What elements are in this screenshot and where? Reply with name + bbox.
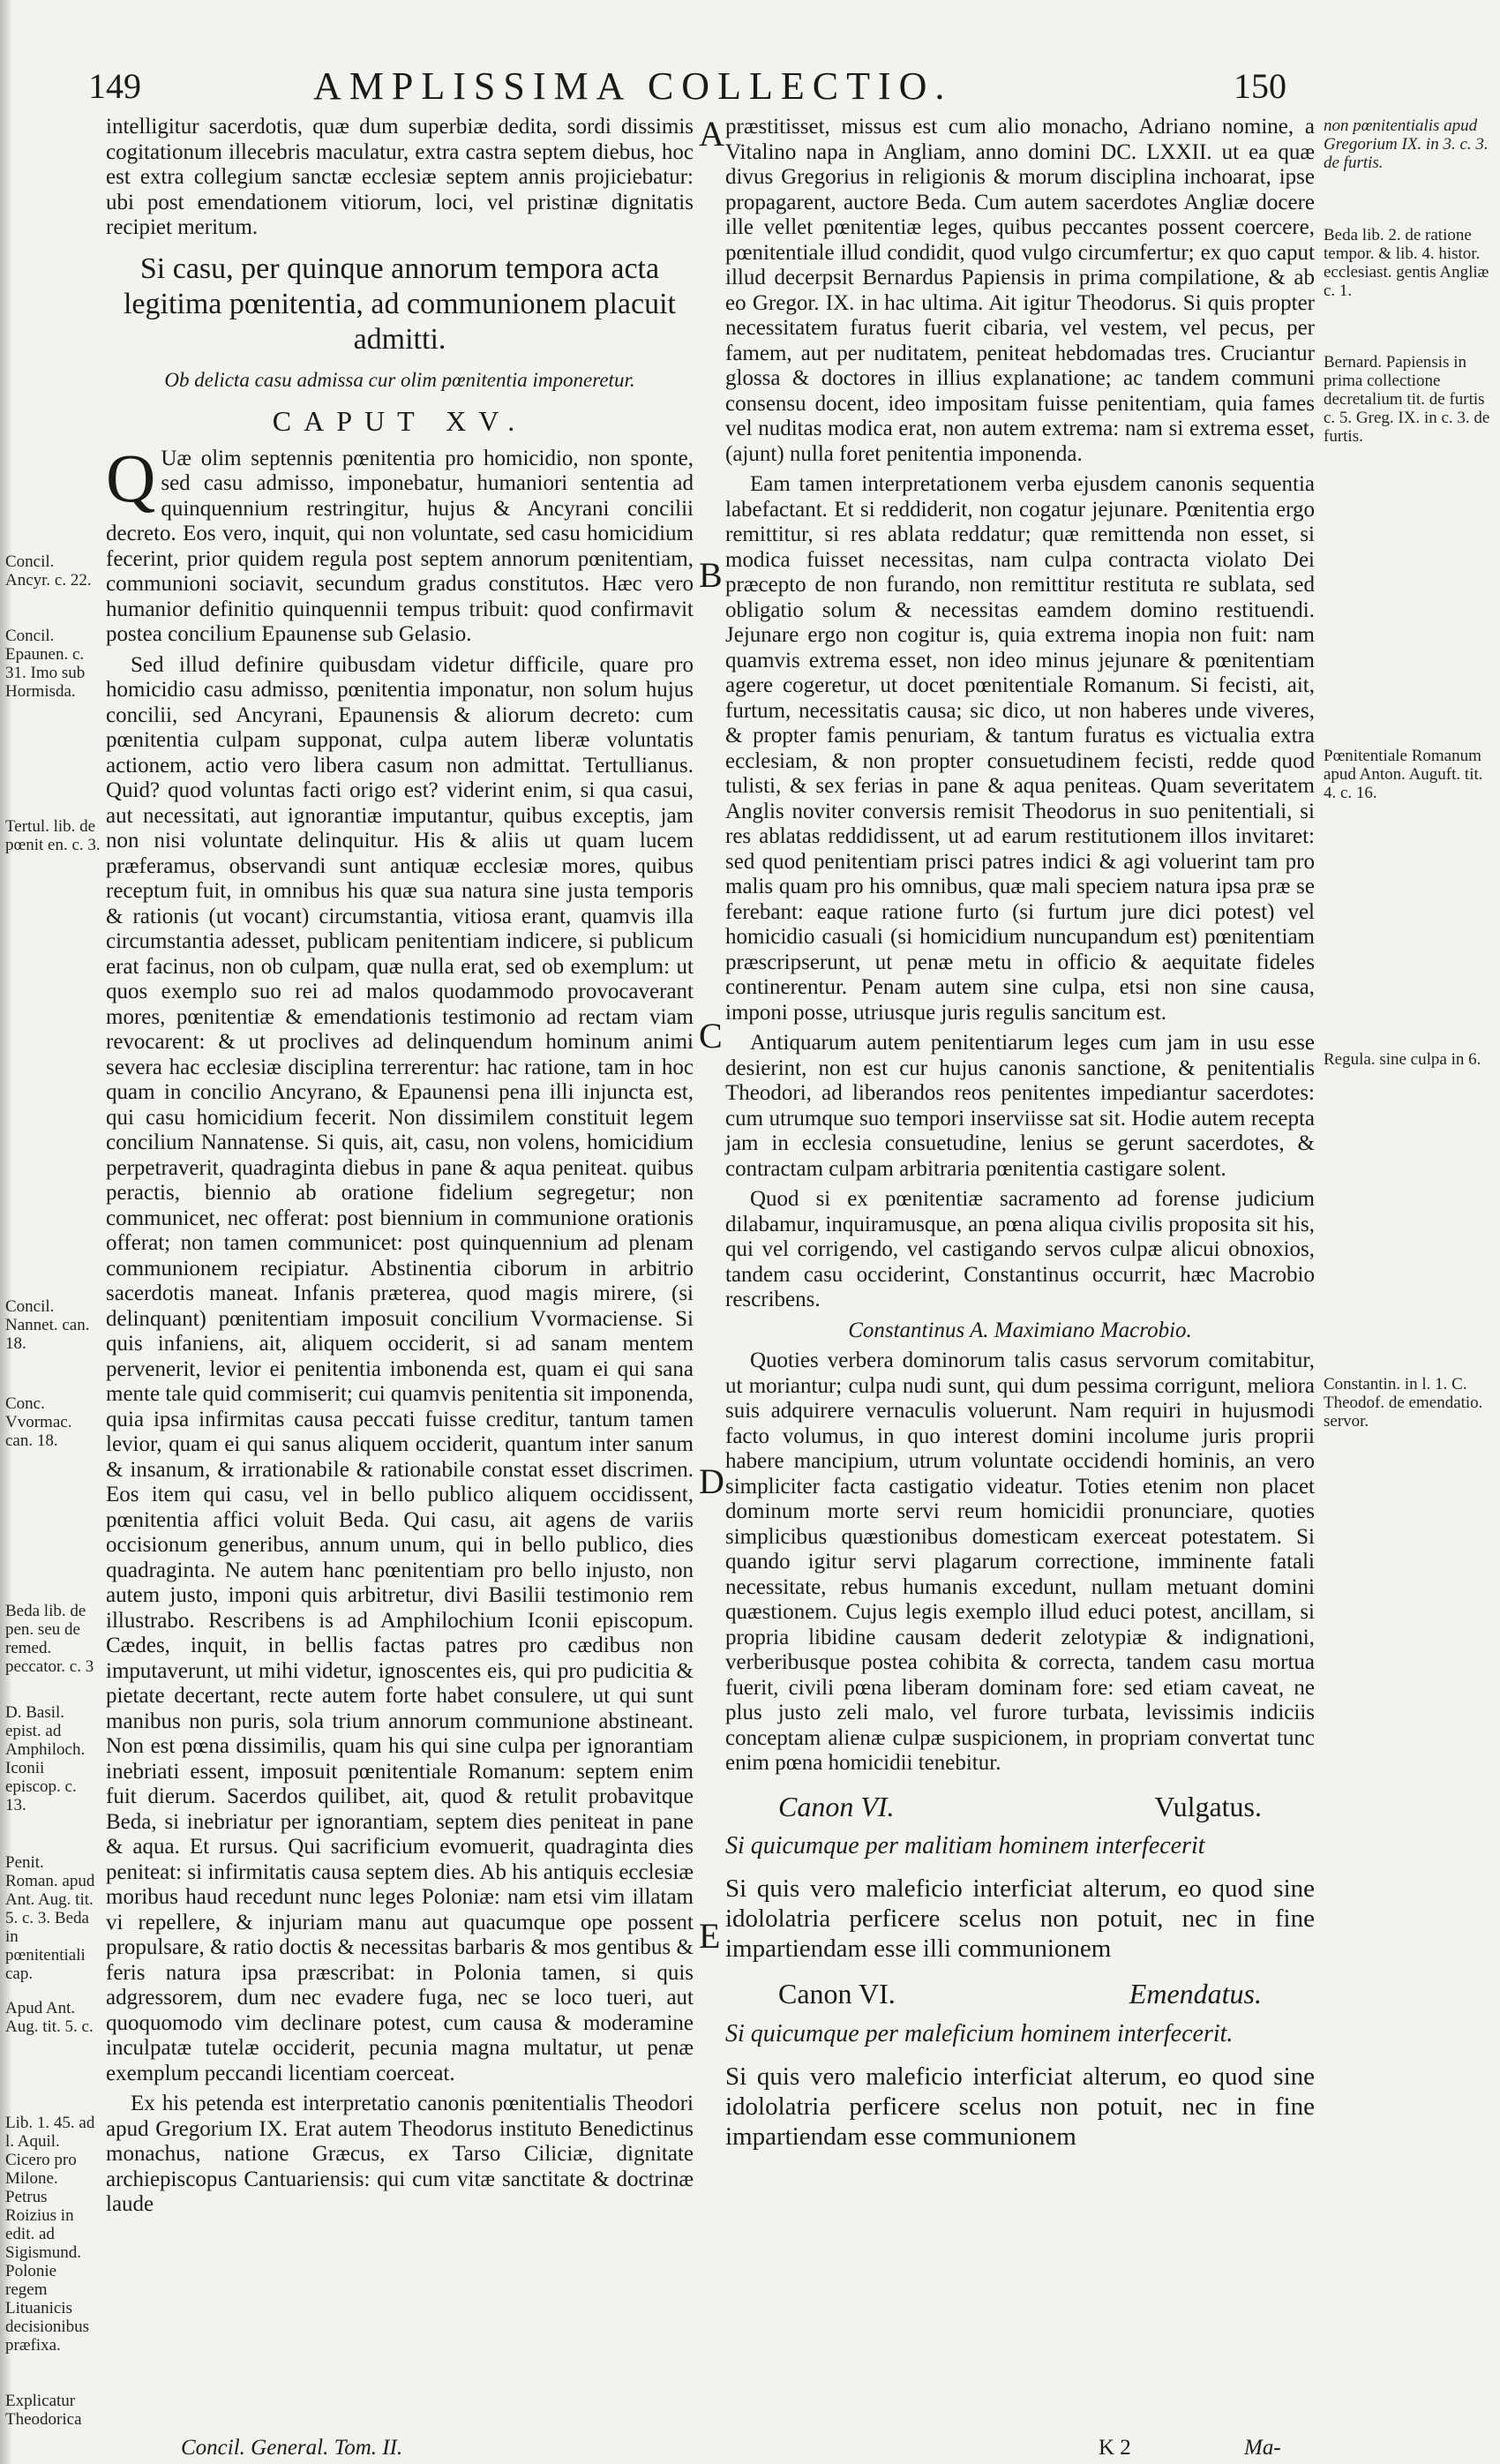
canon-text: Si quis vero maleficio interficiat alterum, eo quod sine idololatria perficere scelus non potuit, nec in fine impartiendam esse illi communionem — [725, 1874, 1315, 1963]
margin-note-right: non pœnitentialis apud Gregorium IX. in 3. c. 3. de furtis. — [1324, 116, 1489, 172]
canon-header — [778, 1978, 1262, 2010]
canon-text: Si quis vero maleficio interficiat alterum, eo quod sine idololatria perficere scelus non potuit, nec in fine impartiendam esse communionem — [725, 2062, 1315, 2151]
section-letter: B — [699, 555, 723, 595]
section-letter: A — [699, 114, 724, 154]
margin-note-left: Beda lib. de pen. seu de remed. peccator. c. 3 — [5, 1602, 94, 1676]
intro-paragraph: intelligitur sacerdotis, quæ dum superbiæ dedita, sordi dissimis cogitationum illecebris maculatur, extra castra septem diebus, hoc est extra collegium sanctæ ecclesiæ septem annis projiciebatur: ubi post emendationem vitiorum, loci, vel pristinæ dignitatis recipiet meritum. — [106, 115, 694, 239]
canon-title: Si quicumque per maleficium hominem interfecerit. — [725, 2019, 1234, 2047]
margin-note-left: Concil. Nannet. can. 18. — [5, 1297, 90, 1353]
margin-note-left: Conc. Vvormac. can. 18. — [5, 1394, 72, 1450]
rescript-address: Constantinus A. Maximiano Macrobio. — [848, 1318, 1192, 1342]
scan-edge-shadow — [0, 0, 12, 2464]
margin-note-right: Constantin. in l. 1. C. Theodof. de emendatio. servor. — [1324, 1375, 1483, 1431]
right-page-number: 150 — [1234, 66, 1286, 106]
canon-label: Canon VI. — [778, 1790, 895, 1822]
margin-note-left: Tertul. lib. de pœnit en. c. 3. — [5, 817, 101, 854]
canon-title: Si quicumque per malitiam hominem interfecerit — [725, 1832, 1205, 1859]
drop-cap: Q — [106, 439, 156, 516]
margin-note-left: Lib. 1. 45. ad l. Aquil. Cicero pro Milone. Petrus Roizius in edit. ad Sigismund. Polonie regem Lituanicis decisionibus præfixa. — [5, 2114, 95, 2355]
margin-note-left: Concil. Epaunen. c. 31. Imo sub Hormisda. — [5, 627, 86, 701]
margin-note-left: Concil. Ancyr. c. 22. — [5, 552, 92, 590]
chapter-title: CAPUT XV. — [272, 405, 528, 437]
paragraph: præstitisset, missus est cum alio monacho, Adriano nomine, a Vitalino napa in Angliam, anno domini DC. LXXII. ut ea quæ divus Gregorius in religionis & morum disciplina inchoarat, ipse propagarent, auctore Beda. Cum autem sacerdotes Angliæ docere ille vellet pœnitentiæ leges, quibus peccantes possent coercere, pœnitentiale illud condidit, quod vulgo circumfertur; ex quo caput illud decerpsit Bernardus Papiensis in prima compilatione, & ab eo Gregor. IX. in hac ultima. Ait igitur Theodorus. Si quis propter necessitatem furatus fuerit cibaria, vel vestem, vel pecus, per famem, aut per nuditatem, peniteat hebdomadas tres. Cruciantur glossa & doctores in illius explanatione; ac tandem communi consensu docent, ideo impositam fuisse penitentiam, quia fames vel nuditas modica erat, non autem extrema: nam si extrema esset, (ajunt) nulla foret penitentia imponenda. — [725, 115, 1315, 466]
margin-note-left: D. Basil. epist. ad Amphiloch. Iconii episcop. c. 13. — [5, 1703, 86, 1814]
section-letter: C — [699, 1016, 723, 1055]
margin-note-left: Explicatur Theodorica — [5, 2392, 82, 2429]
paragraph: Quod si ex pœnitentiæ sacramento ad forense judicium dilabamur, inquiramusque, an pœna aliqua civilis proposita sit his, qui vel corrigendo, vel castigando servos culpæ alicui obnoxios, tandem casu occiderint, Constantinus occurrit, hæc Macrobio rescribens. — [725, 1187, 1315, 1311]
left-page-number: 149 — [88, 66, 141, 106]
signature-mark: K 2 — [1099, 2436, 1131, 2460]
paragraph: Antiquarum autem penitentiarum leges cum jam in usu esse desierint, non est cur hujus canonis sanctione, & penitentialis Theodori, ad liberandos reos penitentes impediantur sacerdotes: cum utrumque suo tempori inserviisse sat sit. Hodie autem recepta jam in ecclesia consuetudine, lenius se gerunt sacerdotes, & contractam culpam arbitraria pœnitentia castigare solent. — [725, 1031, 1315, 1181]
paragraph: Ex his petenda est interpretatio canonis pœnitentialis Theodori apud Gregorium IX. Erat autem Theodorus instituto Benedictinus monachus, natione Græcus, ex Tarso Ciliciæ, dignitate archiepiscopus Cantuariensis: qui cum vitæ sanctitate & doctrinæ laude — [106, 2092, 694, 2216]
canon-label: Canon VI. — [778, 1978, 896, 2010]
canon-tag: Emendatus. — [1129, 1978, 1262, 2010]
canon-tag: Vulgatus. — [1154, 1790, 1262, 1822]
canon-header — [778, 1790, 1262, 1822]
running-title: AMPLISSIMA COLLECTIO. — [313, 64, 953, 108]
paragraph: Sed illud definire quibusdam videtur difficile, quare pro homicidio casu admisso, pœnitentia imponatur, non solum hujus concilii, sed Ancyrani, Epaunensis & aliorum decreto: cum pœnitentia culpam supponat, culpa autem liberæ voluntatis actionem, actio vero libera casum non admittat. Tertullianus. Quid? quod voluntas facti origo est? viderint enim, si qua casui, aut necessitati, aut ignorantiæ imputantur, quibus exceptis, jam non nisi voluntate delinquitur. His & aliis ut quam lucem præferamus, observandi sunt antiquæ ecclesiæ mores, quibus receptum fuit, in omnibus his quæ sua natura sine justa temporis & rationis (ut vocant) circumstantia, vitiosa erant, quamvis illa circumstantia adesset, publicam penitentiam indicere, si publicum erat facinus, non ob culpam, quæ nulla erat, sed ob exemplum: ut quos exemplo suo rei ad malos quodammodo provocaverant mores, pœnitentiæ & emendationis testimonio ad rectam viam revocarent: & ut proclives ad delinquendum hominum animi severa hac ecclesiæ disciplina terrerentur: hac ratione, tam in hoc quam in concilio Ancyrano, & Epaunensi pena illi injuncta est, qui casu homicidium fecerit. Non dissimilem constituit legem concilium Nannatense. Si quis, ait, casu, non volens, homicidium perpetraverit, quadraginta diebus in pane & aqua peniteat. quibus peractis, biennio ab oratione fidelium segregetur; non communicet, nec offerat: post biennium in communione orationis offerat; non tamen communicet: post quinquennium ad plenam communionem recipiatur. Abstinentia ciborum in arbitrio sacerdotis maneat. Infanis præterea, quod magis mirere, (si delinquant) pœnitentiam imposuit concilium Vvormaciense. Si quis infaniens, ait, aliquem occiderit, si ad sanam mentem pervenerit, levior ei penitentia imbonenda est, quam ei qui sana mente tale quid commiserit; cui quamvis penitentia sit imponenda, quia ipsa infirmitas causa peccati fuisse creditur, tantum tamen levior, quam ei qui sanus aliquem occiderit, quantum inter sanum & insanum, & irrationabile & rationabile constat esset discrimen. Eos item qui casu, vel in bello publico aliquem occidissent, pœnitentia affici voluit Beda. Qui casu, ait agens de variis occisionum generibus, annum unum, qui in bello publico, dies quadraginta. Ne autem hanc pœnitentiam pro bello injusto, non autem justo, imponi quis arbitretur, divi Basilii testimonio rem illustrabo. Rescribens is ad Amphilochium Iconii episcopum. Cædes, inquit, in bellis factas patres pro cædibus non imputaverunt, ut mihi videtur, ignoscentes eis, qui pro pudicitia & pietate decertant, recte autem forte habet consulere, ut qui sunt manibus non puris, sola trium annorum communione abstineant. Non est pœna dissimilis, quam his qui sine culpa per ignorantiam inebriati essent, imposuit pœnitentiale Romanum: septem enim fuit dierum. Sacerdos quilibet, ait, quod & retulit probavitque Beda, si inebriatur per ignorantiam, septem dies peniteat in pane & aqua. Et rursus. Qui sacrificium evomuerit, quadraginta dies peniteat: si infirmitatis causa septem dies. Ab his antiquis ecclesiæ moribus haud recedunt nunc leges Poloniæ: nam etsi vim illatam vi repellere, & injuriam manu aut quacumque ope possent propulsare, & ratio doctis & necessitas barbaris & mos gentibus & feris natura ipsa præscribat: in Polonia tamen, si quis adgressorem, dum nec evadere fuga, nec se loco tueri, aut quoquomodo vim declinare potest, cum causa & moderamine inculpatæ tutelæ occiderit, pecunia magna multatur, ut penæ exemplum peccandi licentiam coerceat. — [106, 652, 694, 2085]
paragraph-text: Uæ olim septennis pœnitentia pro homicidio, non sponte, sed casu admisso, imponebatur, humaniori sententia ad quinquennium restringitur, hujus & Ancyrani concilii decreto. Eos vero, inquit, qui non voluntate, sed casu homicidium fecerint, prior quidem regula post septem annorum pœnitentiam, communioni sociavit, secundum gradus constitutos. Hæc vero humanior definitio quinquennii tempus tribuit: quod confirmavit postea concilium Epaunense sub Gelasio. — [106, 446, 694, 646]
section-subheading: Ob delicta casu admissa cur olim pœnitentia imponeretur. — [164, 368, 635, 391]
paragraph: Eam tamen interpretationem verba ejusdem canonis sequentia labefactant. Et si reddiderit, non cogatur jejunare. Pœnitentia ergo remittitur, si res ablata reddatur; quæ remittenda non esset, si modica fuisset necessitas, nam culpa contracta violato Dei præcepto de non furando, non remittitur restituta re sublata, sed obligatio solum & necessitas eamdem domino restituendi. Jejunare ergo non cogitur is, quia extrema inopia non fuit: nam quamvis extrema esset, non ideo minus jejunare & pœnitentiam agere cogeretur, ut docet pœnitentiale Romanum. Si fecisti, ait, furtum, necessitatis causa; sic dico, ut non haberes unde viveres, & propter famis penuriam, & tantum furatus es victualia extra ecclesiam, & non propter consuetudinem fecisti, redde quod tulisti, & sex ferias in pane & aqua peniteas. Quam severitatem Anglis noviter conversis remisit Theodorus in suo penitentiali, si res ablatas reddidissent, ut ad earum restitutionem illos invitaret: sed quod penitentiam prisci patres indici & agi voluerint tam pro malis quam pro his omnibus, quæ mali speciem natura ipsa præ se ferebant: eaque ratione furto (si furtum jure dici potest) vel homicidio casuali (si homicidium nuncupandum est) pœnitentiam præscripserunt, ut penæ metu in officio & aequitate fideles continerentur. Penam autem sine culpa, etsi non sine causa, imponi posse, utriusque juris regulis sancitum est. — [725, 472, 1315, 1025]
margin-note-left: Apud Ant. Aug. tit. 5. c. — [5, 1999, 94, 2036]
margin-note-right: Pœnitentiale Romanum apud Anton. Auguft. tit. 4. c. 16. — [1324, 747, 1483, 802]
catchword: Ma- — [1244, 2436, 1281, 2460]
margin-note-right: Regula. sine culpa in 6. — [1324, 1050, 1481, 1069]
right-column — [725, 115, 1315, 2159]
margin-note-right: Bernard. Papiensis in prima collectione decretalium tit. de furtis c. 5. Greg. IX. in c. 3. de furtis. — [1324, 353, 1490, 446]
section-letter: D — [699, 1461, 724, 1501]
margin-note-left: Penit. Roman. apud Ant. Aug. tit. 5. c. 3. Beda in pœnitentiali cap. — [5, 1853, 95, 1983]
footer-volume: Concil. General. Tom. II. — [181, 2436, 403, 2460]
left-column — [106, 115, 694, 2223]
paragraph: Quoties verbera dominorum talis casus servorum comitabitur, ut moriantur; culpa nudi sunt, qui dum pessima corrigunt, meliora suis adquirere vernaculis voluerunt. Nam requiri in hujusmodi facto volumus, in quo interest domini incolume juris proprii habere mancipium, utrum voluntate occidendi hominis, an vero simpliciter facta castigatio videatur. Toties etenim non placet dominum morte servi reum homicidii pronunciare, quoties simplicibus quæstionibus domesticam exerceat potestatem. Si quando igitur servi plagarum correctione, imminente fatali necessitate, rebus humanis excedunt, nullam metuant domini quæstionem. Cujus legis exemplo illud educi potest, ancillam, si propria libidine causam dederit zelotypiæ & indignationi, verberibusque postea cohibita & correcta, tandem casu mortua fuerit, civili pœna liberam dominam fore: sed etiam caveat, ne plus justo zeli malo, vel furore turbata, levissimis indiciis conceptam alienæ culpæ suspicionem, in propriam convertat tunc enim pœna homicidii tenebitur. — [725, 1348, 1315, 1775]
margin-note-right: Beda lib. 2. de ratione tempor. & lib. 4. histor. ecclesiast. gentis Angliæ c. 1. — [1324, 226, 1489, 300]
section-letter: E — [699, 1916, 721, 1956]
paragraph — [106, 439, 694, 648]
section-heading: Si casu, per quinque annorum tempora acta legitima pœnitentia, ad communionem placuit admitti. — [123, 252, 676, 356]
